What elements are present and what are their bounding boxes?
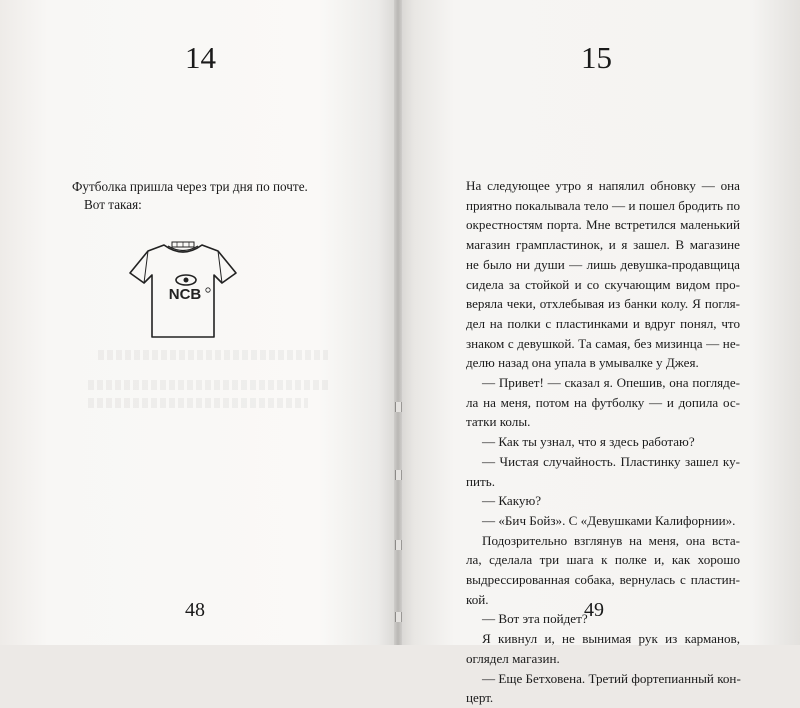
text-line: — Вот эта пойдет? — [482, 611, 588, 627]
text-line: На следующее утро я напялил обновку — она — [466, 178, 740, 193]
bleed-through-decoration — [98, 350, 328, 360]
text-line: — Как ты узнал, что я здесь работаю? — [482, 434, 695, 450]
bleed-through-decoration — [88, 380, 328, 390]
text-line: татки колы. — [466, 414, 531, 430]
text-line: приятно покалывала тело — и пошел бродить по — [466, 197, 740, 213]
binding-stitch — [395, 612, 402, 622]
body-text — [466, 176, 740, 708]
text-line: — Привет! — сказал я. Опешив, она погляде- — [482, 375, 740, 391]
text-line: церт. — [466, 690, 494, 706]
text-line: делю назад она упала в умывалке у Джея. — [466, 355, 699, 371]
binding-stitch — [395, 402, 402, 412]
page-number-right: 49 — [584, 599, 604, 621]
chapter-number-14: 14 — [185, 40, 216, 75]
intro-line: Футболка пришла через три дня по почте. — [72, 179, 308, 194]
intro-text — [72, 178, 332, 214]
page-number-left: 48 — [185, 599, 205, 621]
text-line: окрестностям порта. Мне встретился маленький — [466, 217, 740, 233]
left-page — [0, 0, 398, 645]
text-line: магазин грампластинок, и я зашел. В магазине — [466, 237, 740, 253]
shirt-print-text: NCB — [168, 286, 202, 303]
text-line: не было ни души — лишь девушка-продавщица — [466, 256, 740, 272]
text-line: — Чистая случайность. Пластинку зашел ку- — [482, 453, 740, 469]
bleed-through-decoration — [88, 398, 308, 408]
text-line: кой. — [466, 591, 489, 607]
text-line: Я кивнул и, не вынимая рук из карманов, — [482, 631, 740, 647]
text-line: сидела за стойкой и со скучающим видом про- — [466, 276, 740, 292]
text-line: ла, сделала три шага к полке и, как хорошо — [466, 552, 740, 568]
text-line: — «Бич Бойз». С «Девушками Калифорнии». — [482, 512, 736, 528]
binding-stitch — [395, 540, 402, 550]
text-line: веряла чеки, отхлебывая из банки колу. Я погля- — [466, 296, 740, 312]
chapter-number-15: 15 — [581, 40, 612, 75]
intro-line: Вот такая: — [84, 197, 142, 212]
text-line: выдрессированная собака, вернулась с пластин- — [466, 572, 740, 588]
text-line: — Еще Бетховена. Третий фортепианный кон- — [482, 670, 741, 686]
binding-stitch — [395, 470, 402, 480]
text-line: — Какую? — [482, 493, 542, 509]
text-line: Подозрительно взглянув на меня, она вста- — [482, 532, 740, 548]
text-line: пить. — [466, 473, 495, 489]
text-line: ла на меня, потом на футболку — и допила ос- — [466, 394, 740, 410]
text-line: дел на полки с пластинками и вдруг понял, что — [466, 315, 740, 331]
tshirt-illustration — [128, 233, 238, 343]
text-line: знаком с девушкой. Та самая, без мизинца — не- — [466, 335, 740, 351]
text-line: оглядел магазин. — [466, 650, 560, 666]
